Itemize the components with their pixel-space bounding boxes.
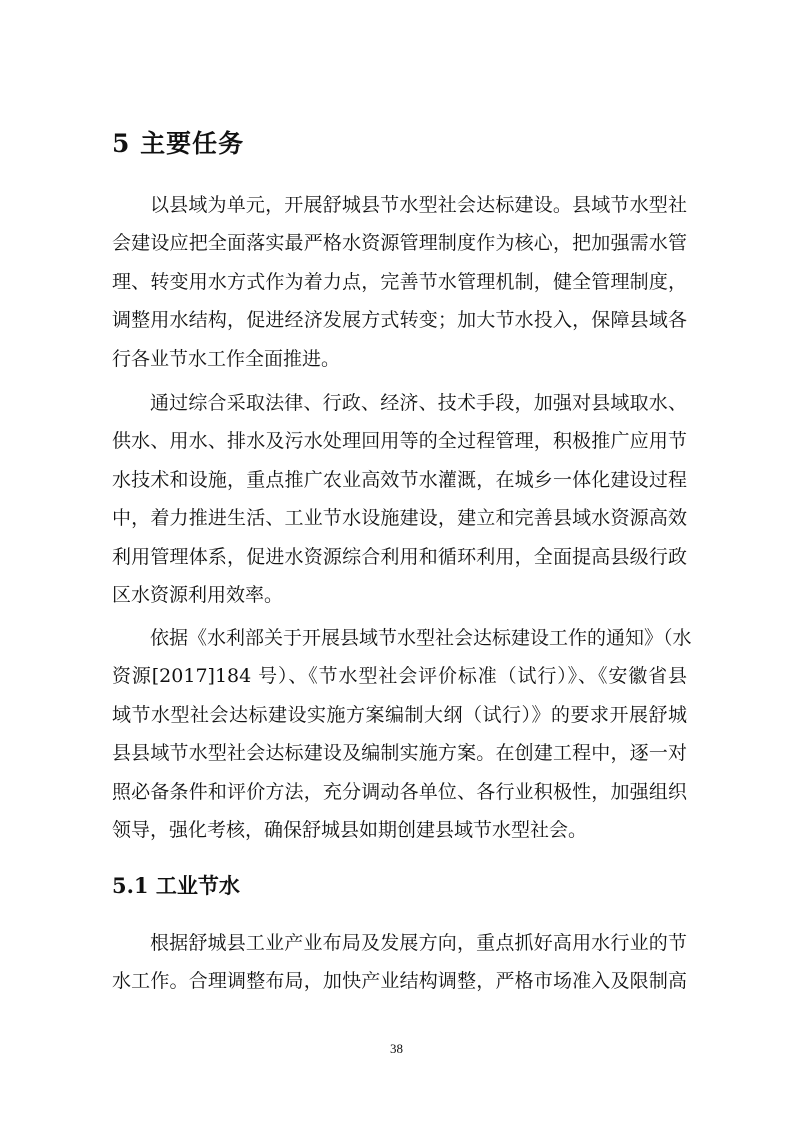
text-line: 领导，强化考核，确保舒城县如期创建县域节水型社会。	[112, 818, 588, 841]
paragraph-3	[112, 619, 692, 849]
text-line: 调整用水结构，促进经济发展方式转变；加大节水投入，保障县域各	[112, 309, 687, 332]
section-heading: 5 主要任务	[112, 129, 245, 158]
text-line: 中，着力推进生活、工业节水设施建设，建立和完善县域水资源高效	[112, 507, 687, 530]
paragraph-4	[112, 924, 687, 1001]
paragraph-1	[112, 186, 687, 378]
text-line: 通过综合采取法律、行政、经济、技术手段，加强对县域取水、	[150, 392, 687, 414]
text-line: 域节水型社会达标建设实施方案编制大纲（试行）》的要求开展舒城	[112, 703, 687, 726]
text-line: 利用管理体系，促进水资源综合利用和循环利用，全面提高县级行政	[112, 545, 687, 568]
subsection-heading: 5.1 工业节水	[112, 873, 240, 898]
text-line: 会建设应把全面落实最严格水资源管理制度作为核心，把加强需水管	[112, 232, 687, 255]
text-line: 依据《水利部关于开展县域节水型社会达标建设工作的通知》（水	[150, 627, 692, 649]
text-line: 根据舒城县工业产业布局及发展方向，重点抓好高用水行业的节	[150, 932, 687, 954]
text-line: 资源[2017]184 号）、《节水型社会评价标准（试行）》、《安徽省县	[112, 665, 687, 688]
page-number: 38	[390, 1041, 403, 1056]
text-line: 水技术和设施，重点推广农业高效节水灌溉，在城乡一体化建设过程	[112, 468, 687, 491]
text-line: 水工作。合理调整布局，加快产业结构调整，严格市场准入及限制高	[112, 970, 687, 993]
paragraph-2	[112, 384, 687, 614]
text-line: 照必备条件和评价方法，充分调动各单位、各行业积极性，加强组织	[112, 780, 687, 803]
text-line: 供水、用水、排水及污水处理回用等的全过程管理，积极推广应用节	[112, 430, 687, 453]
text-line: 理、转变用水方式作为着力点，完善节水管理机制，健全管理制度，	[112, 270, 687, 293]
text-line: 以县域为单元，开展舒城县节水型社会达标建设。县域节水型社	[150, 194, 687, 216]
text-line: 县县域节水型社会达标建设及编制实施方案。在创建工程中，逐一对	[112, 742, 687, 765]
text-line: 区水资源利用效率。	[112, 583, 284, 606]
text-line: 行各业节水工作全面推进。	[112, 347, 341, 370]
